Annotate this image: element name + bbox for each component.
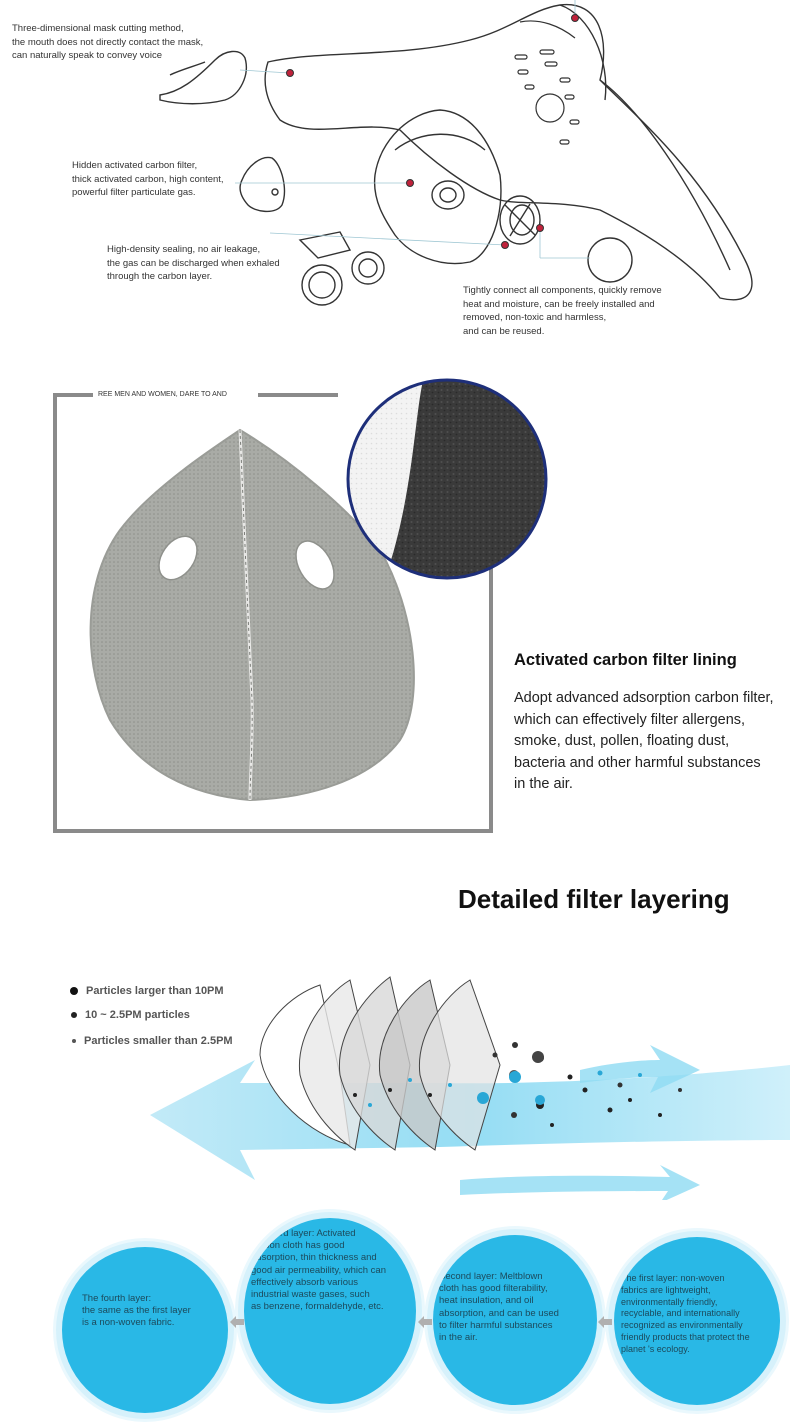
note-line: High-density sealing, no air leakage,: [107, 244, 261, 255]
note-line: Tightly connect all components, quickly remove: [463, 285, 662, 296]
frame-top-right: [258, 393, 338, 397]
layer-text-line: in the air.: [439, 1332, 478, 1344]
legend-label: Particles larger than 10PM: [86, 985, 224, 997]
layer-circle-fourth: [62, 1247, 228, 1413]
note-line: the mouth does not directly contact the mask,: [12, 36, 204, 48]
layer-text-line: fabrics are lightweight,: [621, 1284, 711, 1295]
description-line: bacteria and other harmful substances: [514, 754, 761, 771]
small-arrow-icon: [460, 1165, 700, 1200]
note-line: and can be reused.: [463, 325, 545, 337]
layer-text-line: heat insulation, and oil: [439, 1295, 534, 1307]
note-cutting-method: [12, 22, 203, 63]
layer-text-line: adsorption, thin thickness and: [251, 1252, 377, 1264]
layer-text-line: absorption, and can be used: [439, 1307, 559, 1319]
layer-text-line: environmentally friendly,: [621, 1296, 718, 1307]
layer-text-line: The third layer: Activated: [251, 1228, 356, 1239]
layer-text-line: recyclable, and internationally: [621, 1308, 740, 1319]
carbon-felt-closeup: [344, 376, 550, 582]
note-line: removed, non-toxic and harmless,: [463, 312, 607, 323]
layer-text-line: cloth has good filterability,: [439, 1283, 548, 1295]
frame-caption: REE MEN AND WOMEN, DARE TO AND: [98, 391, 227, 398]
description-line: in the air.: [514, 776, 573, 792]
layer-text-line: recognized as environmentally: [621, 1320, 743, 1331]
layer-text-line: to filter harmful substances: [439, 1319, 553, 1331]
note-line: thick activated carbon, high content,: [72, 173, 224, 185]
layer-text-line: The first layer: non-woven: [621, 1273, 725, 1283]
layer-circle-first: [614, 1237, 780, 1405]
layer-text-line: the same as the first layer: [82, 1305, 191, 1317]
description-line: Adopt advanced adsorption carbon filter,: [514, 690, 774, 706]
large-particle-icon: [70, 987, 78, 995]
layer-text-line: Second layer: Meltblown: [439, 1271, 543, 1282]
legend-label: 10 ~ 2.5PM particles: [85, 1009, 190, 1021]
note-line: the gas can be discharged when exhaled: [107, 257, 280, 269]
note-line: Three-dimensional mask cutting method,: [12, 23, 184, 34]
arrow-left-icon: [598, 1316, 612, 1328]
layer-text-line: The fourth layer:: [82, 1293, 152, 1304]
note-line: through the carbon layer.: [107, 271, 213, 282]
frame-top-left: [53, 393, 93, 397]
description-line: which can effectively filter allergens,: [514, 711, 746, 728]
layer-text-line: is a non-woven fabric.: [82, 1317, 175, 1329]
note-connect: [463, 284, 662, 338]
note-line: heat and moisture, can be freely installed and: [463, 298, 655, 310]
carbon-filter-title: Activated carbon filter lining: [514, 651, 737, 669]
layer-text-line: planet 's ecology.: [621, 1343, 690, 1354]
small-particle-icon: [72, 1039, 76, 1043]
arrow-left-icon: [418, 1316, 432, 1328]
legend-label: Particles smaller than 2.5PM: [84, 1035, 233, 1047]
layer-text-line: industrial waste gases, such: [251, 1289, 370, 1301]
layer-text-line: carbon cloth has good: [251, 1240, 345, 1252]
note-hidden-filter: [72, 159, 224, 200]
arrow-left-icon: [230, 1316, 244, 1328]
layering-title: Detailed filter layering: [458, 884, 730, 914]
carbon-filter-description: [514, 688, 774, 796]
note-line: can naturally speak to convey voice: [12, 50, 162, 61]
layer-circle-second: [433, 1235, 597, 1405]
note-line: powerful filter particulate gas.: [72, 187, 196, 198]
note-line: Hidden activated carbon filter,: [72, 160, 198, 171]
airflow-diagram: [140, 965, 790, 1200]
layer-circle-third: [244, 1218, 416, 1404]
note-sealing: [107, 243, 280, 284]
layer-text-line: friendly products that protect the: [621, 1331, 750, 1342]
medium-particle-icon: [71, 1012, 77, 1018]
layer-text-line: effectively absorb various: [251, 1276, 359, 1288]
description-line: smoke, dust, pollen, floating dust,: [514, 733, 730, 749]
layer-text-line: as benzene, formaldehyde, etc.: [251, 1301, 384, 1313]
layer-text-line: good air permeability, which can: [251, 1264, 387, 1276]
